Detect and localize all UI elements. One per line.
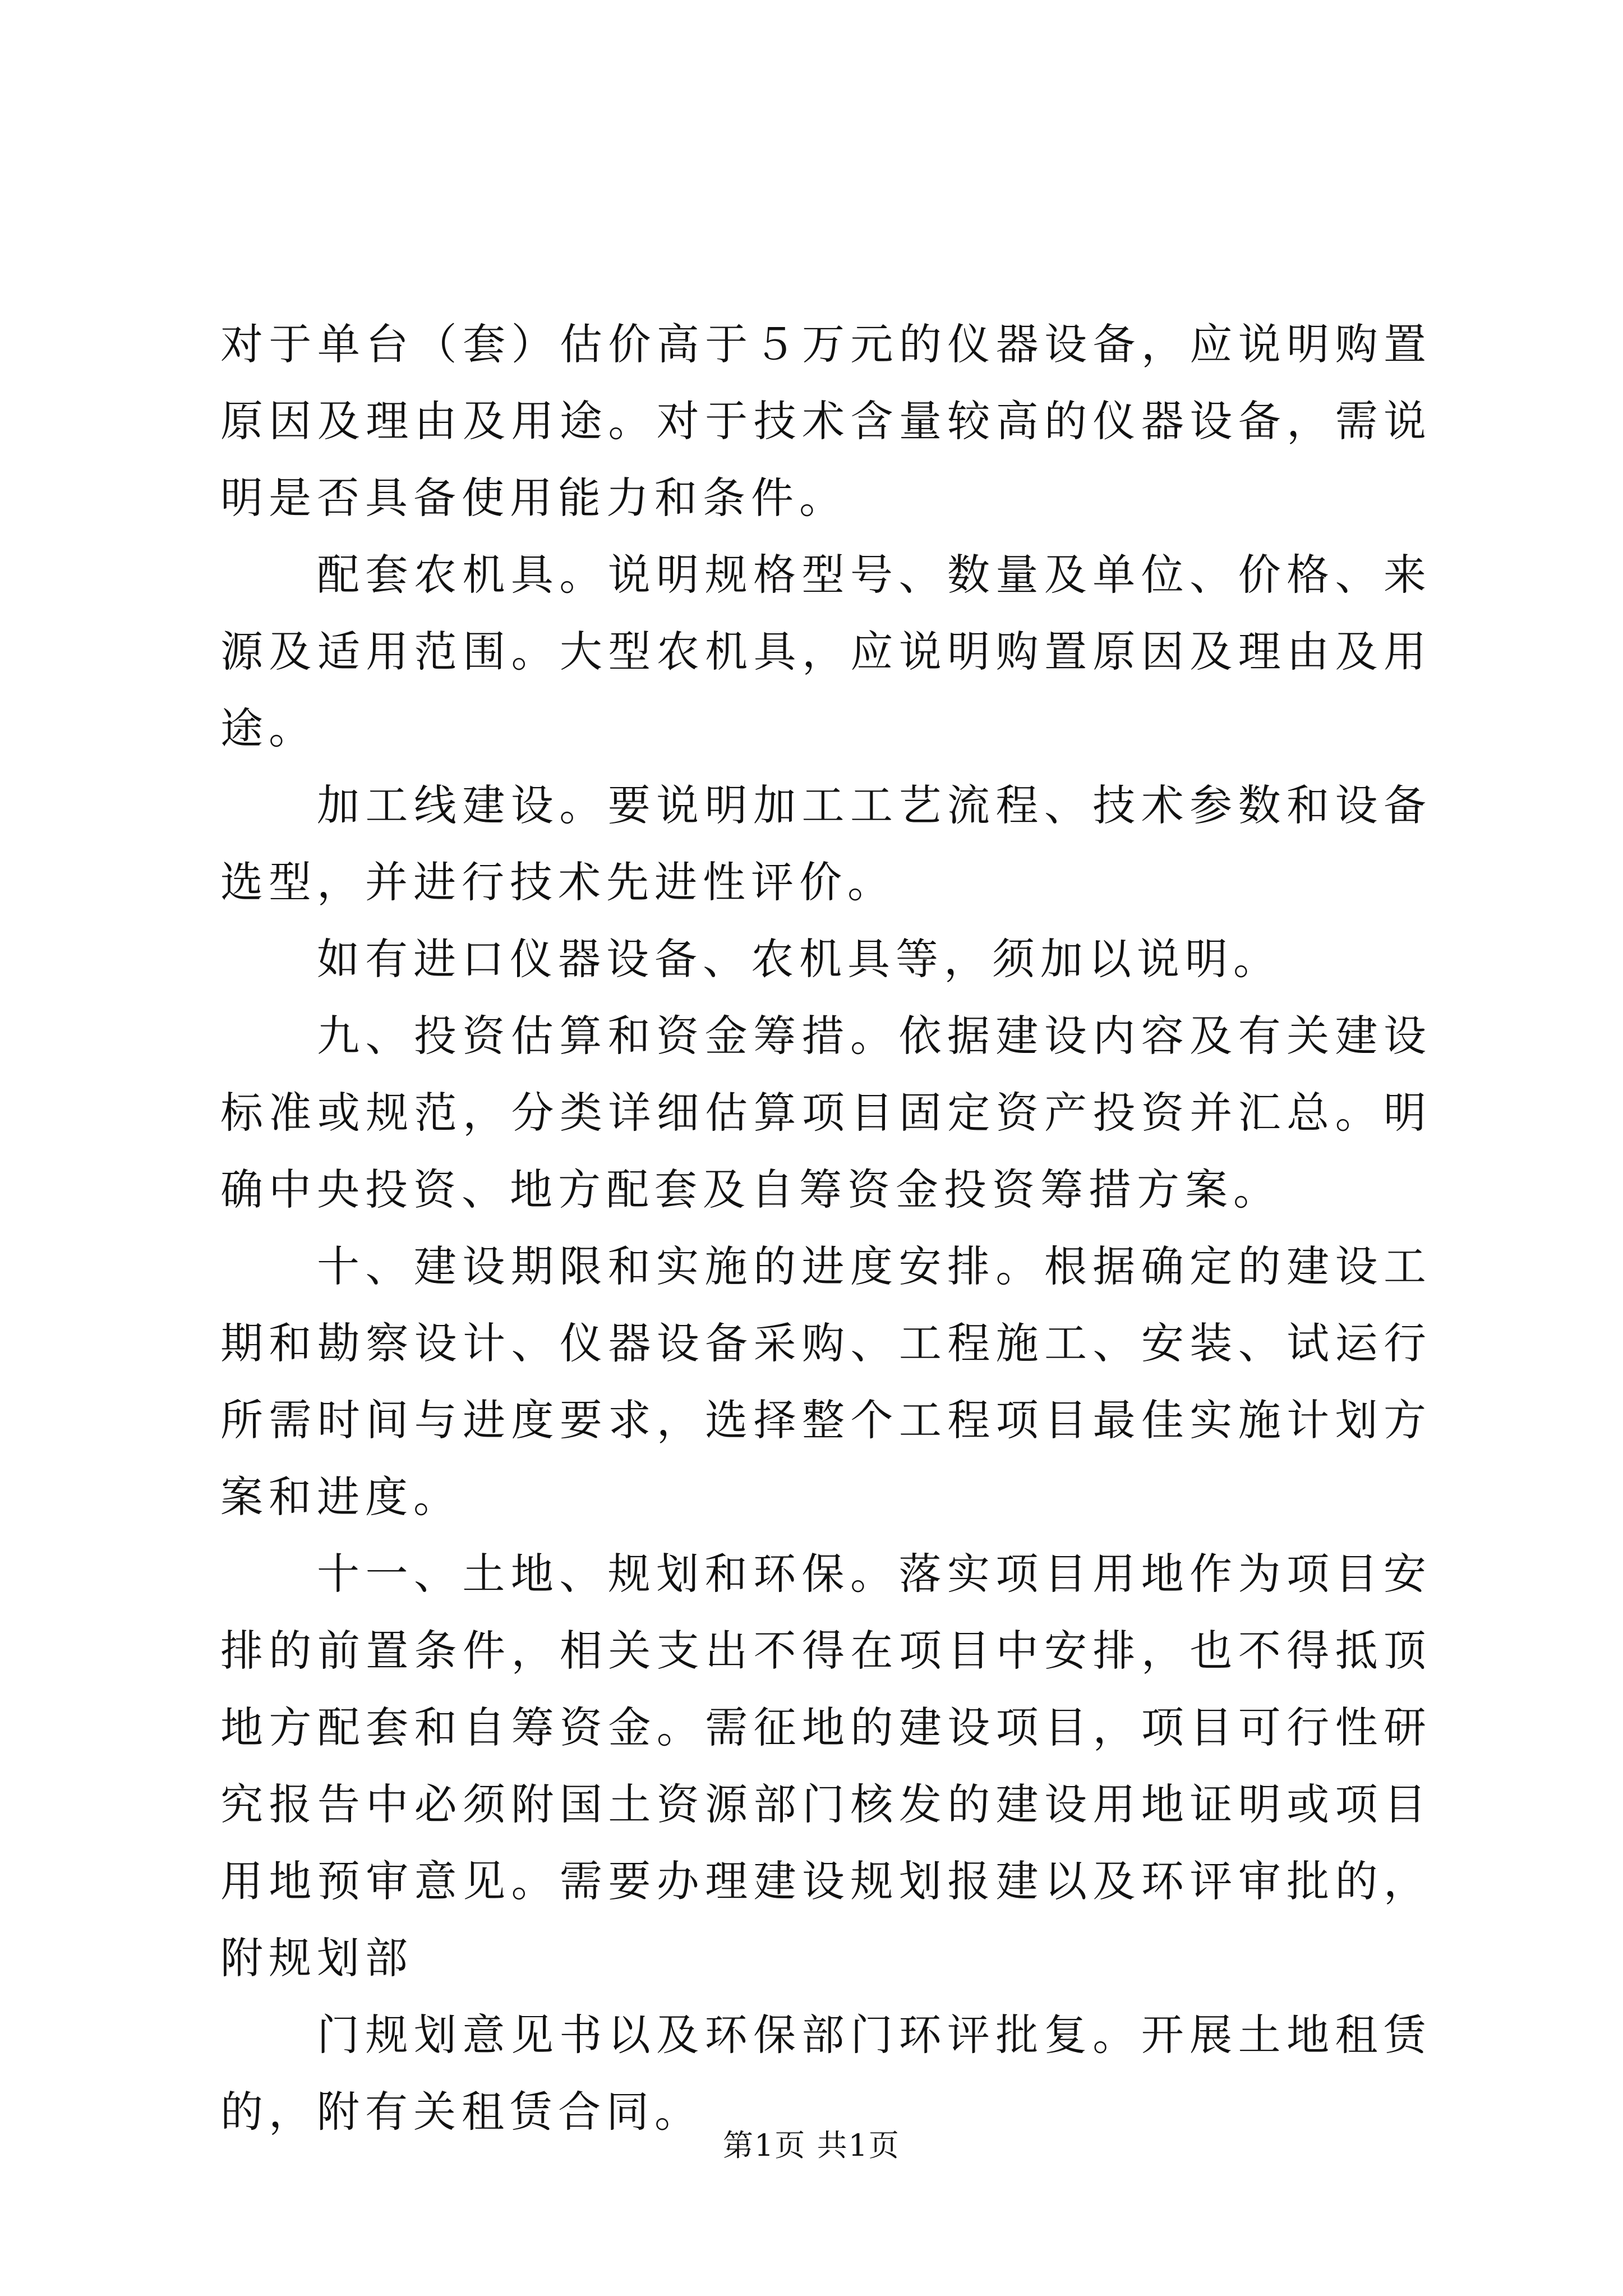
paragraph-3: 加工线建设。要说明加工工艺流程、技术参数和设备选型，并进行技术先进性评价。	[220, 780, 1432, 907]
paragraph-1: 对于单台（套）估价高于５万元的仪器设备，应说明购置原因及理由及用途。对于技术含量较高的仪器设备，需说明是否具备使用能力和条件。	[220, 319, 1432, 523]
paragraph-4: 如有进口仪器设备、农机具等，须加以说明。	[317, 934, 1281, 984]
paragraph-5: 九、投资估算和资金筹措。依据建设内容及有关建设标准或规范，分类详细估算项目固定资产投资并汇总。明确中央投资、地方配套及自筹资金投资筹措方案。	[220, 1011, 1432, 1214]
paragraph-7: 十一、土地、规划和环保。落实项目用地作为项目安排的前置条件，相关支出不得在项目中安排，也不得抵顶地方配套和自筹资金。需征地的建设项目，项目可行性研究报告中必须附国土资源部门核发的建设用地证明或项目用地预审意见。需要办理建设规划报建以及环评审批的，附规划部	[220, 1549, 1432, 1983]
paragraph-6: 十、建设期限和实施的进度安排。根据确定的建设工期和勘察设计、仪器设备采购、工程施工、安装、试运行所需时间与进度要求，选择整个工程项目最佳实施计划方案和进度。	[220, 1241, 1432, 1522]
paragraph-8: 门规划意见书以及环保部门环评批复。开展土地租赁的，附有关租赁合同。	[220, 2010, 1432, 2137]
page-footer: 第1页 共1页	[723, 2128, 900, 2163]
paragraph-2: 配套农机具。说明规格型号、数量及单位、价格、来源及适用范围。大型农机具，应说明购置原因及理由及用途。	[220, 550, 1432, 753]
document-body	[220, 306, 1432, 2150]
